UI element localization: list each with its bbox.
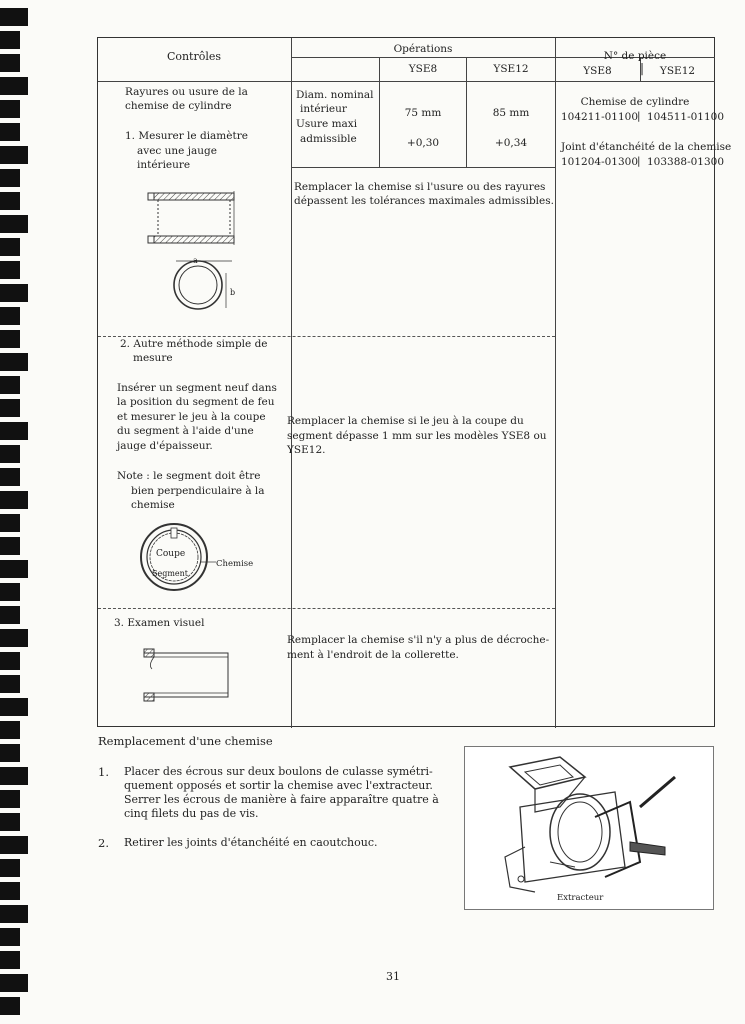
binding-hole [0,146,28,164]
fig-label-b: b [230,288,236,297]
binding-hole [0,514,20,532]
row2-step-line1: 2. Autre méthode simple de [120,338,268,350]
header-piece-divider: | [640,61,645,75]
binding-hole [0,951,20,969]
binding-hole [0,583,20,601]
step2-text: Retirer les joints d'étanchéité en caoutchouc. [124,836,378,849]
row3-operation-line2: ment à l'endroit de la collerette. [287,649,459,661]
liner-collar-diagram [140,645,235,705]
binding-hole [0,698,28,716]
binding-hole [0,261,20,279]
page-number: 31 [386,970,400,983]
binding-hole [0,8,28,26]
row1-step-line3: intérieure [137,159,191,171]
row2-instruction-line3: et mesurer le jeu à la coupe [117,411,266,423]
binding-hole [0,169,20,187]
header-piece: N° de pièce [603,50,667,62]
yse8-nominal: 75 mm [404,107,442,119]
binding-hole [0,468,20,486]
binding-hole [0,238,20,256]
row1-step-line1: 1. Mesurer le diamètre [125,130,248,142]
row2-note-line1: Note : le segment doit être [117,470,261,482]
header-piece-yse8: YSE8 [583,65,612,77]
binding-hole [0,721,20,739]
binding-hole [0,123,20,141]
row1-control-line2: chemise de cylindre [125,100,232,112]
extractor-label: Extracteur [557,893,604,903]
header-yse8: YSE8 [408,63,438,75]
step1-line1: Placer des écrous sur deux boulons de culasse symétri- [124,765,433,778]
binding-hole [0,652,20,670]
binding-hole [0,767,28,785]
part1-divider: | [637,110,641,122]
header-controles: Contrôles [166,50,222,63]
binding-hole [0,422,28,440]
binding-hole [0,859,20,877]
binding-holes [0,0,22,1024]
binding-hole [0,284,28,302]
header-yse12: YSE12 [493,63,529,75]
row3-step: 3. Examen visuel [114,617,205,629]
spec-line1: Diam. nominal [296,89,374,101]
spec-line2: intérieur [300,103,347,115]
step1-line4: cinq filets du pas de vis. [124,807,259,820]
binding-hole [0,376,20,394]
binding-hole [0,54,20,72]
row2-note-line2: bien perpendiculaire à la [131,485,265,497]
row2-instruction-line4: du segment à l'aide d'une [117,425,254,437]
row2-instruction-line1: Insérer un segment neuf dans [117,382,277,394]
row2-note-line3: chemise [131,499,175,511]
binding-hole [0,905,28,923]
extractor-illustration [464,746,714,910]
spec-line3: Usure maxi [296,118,358,130]
binding-hole [0,882,20,900]
binding-hole [0,330,20,348]
binding-hole [0,675,20,693]
binding-hole [0,537,20,555]
part1-yse12: 104511-01100 [647,111,725,123]
binding-hole [0,836,28,854]
part2-divider: | [637,155,641,167]
binding-hole [0,813,20,831]
step1-number: 1. [98,765,109,779]
binding-hole [0,928,20,946]
header-piece-yse12: YSE12 [659,65,696,77]
binding-hole [0,744,20,762]
part2-name: Joint d'étanchéité de la chemise [561,141,732,153]
fig-segment-label: Segment [152,569,189,578]
binding-hole [0,307,20,325]
row1-control-line1: Rayures ou usure de la [125,86,248,98]
fig-coupe-label: Coupe [156,549,186,559]
binding-hole [0,399,20,417]
step1-line3: Serrer les écrous de manière à faire apparaître quatre à [124,793,439,806]
row2-operation-line3: YSE12. [287,444,326,456]
part2-yse12: 103388-01300 [647,156,725,168]
binding-hole [0,997,20,1015]
yse8-wear: +0,30 [406,137,440,149]
row3-operation-line1: Remplacer la chemise s'il n'y a plus de décroche- [287,634,550,646]
binding-hole [0,560,28,578]
binding-hole [0,77,28,95]
binding-hole [0,445,20,463]
row2-instruction-line5: jauge d'épaisseur. [117,440,213,452]
header-operations: Opérations [393,43,453,55]
row2-operation-line2: segment dépasse 1 mm sur les modèles YSE8 ou [287,430,547,442]
yse12-nominal: 85 mm [492,107,530,119]
fig-label-a: a [193,256,198,265]
binding-hole [0,606,20,624]
binding-hole [0,629,28,647]
row1-step-line2: avec une jauge [137,145,217,157]
binding-hole [0,31,20,49]
part1-yse8: 104211-01100 [561,111,639,123]
binding-hole [0,192,20,210]
binding-hole [0,100,20,118]
step2-number: 2. [98,836,109,850]
binding-hole [0,353,28,371]
part2-yse8: 101204-01300 [561,156,639,168]
step1-line2: quement opposés et sortir la chemise avec l'extracteur. [124,779,433,792]
binding-hole [0,215,28,233]
yse12-wear: +0,34 [494,137,528,149]
binding-hole [0,491,28,509]
row2-instruction-line2: la position du segment de feu [117,396,275,408]
binding-hole [0,974,28,992]
section-title: Remplacement d'une chemise [98,734,273,748]
liner-measurement-diagram [146,183,251,313]
extractor-drawing [465,747,713,909]
row2-operation-line1: Remplacer la chemise si le jeu à la coupe du [287,415,524,427]
part1-name: Chemise de cylindre [580,96,690,108]
row2-step-line2: mesure [133,352,173,364]
fig-chemise-label: Chemise [216,559,254,569]
binding-hole [0,790,20,808]
spec-line4: admissible [300,133,357,145]
row1-operation-line1: Remplacer la chemise si l'usure ou des rayures [294,181,546,193]
row1-operation-line2: dépassent les tolérances maximales admissibles. [294,195,554,207]
